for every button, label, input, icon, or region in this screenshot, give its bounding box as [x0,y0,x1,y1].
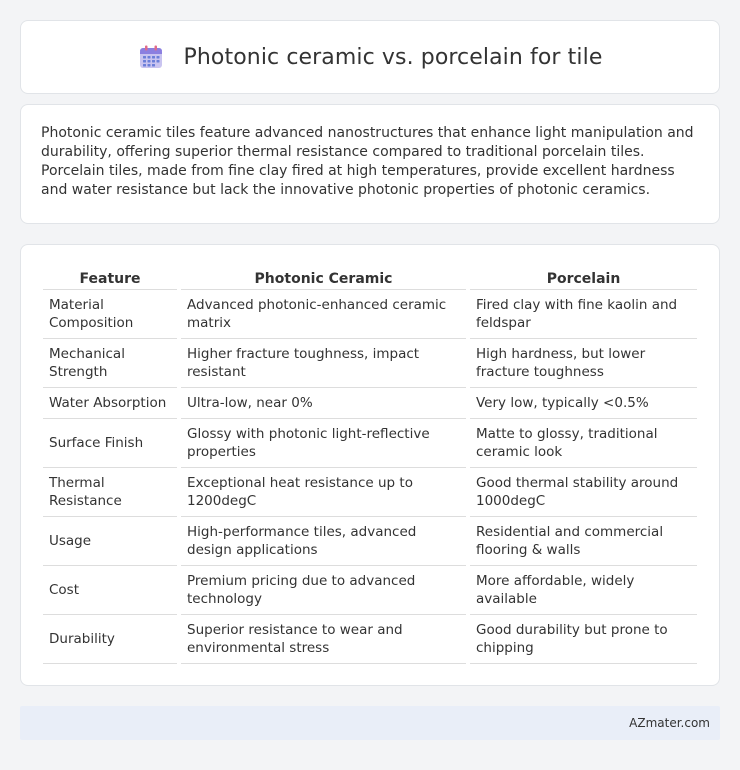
feature-cell: Material Composition [43,290,177,339]
comparison-table [39,267,701,664]
footer [20,706,720,740]
photonic-cell: Exceptional heat resistance up to 1200degC [181,468,466,517]
porcelain-cell: High hardness, but lower fracture toughness [470,339,697,388]
feature-cell: Thermal Resistance [43,468,177,517]
table-row [43,517,697,566]
table-row [43,468,697,517]
photonic-cell: High-performance tiles, advanced design applications [181,517,466,566]
column-header: Photonic Ceramic [181,267,466,290]
photonic-cell: Higher fracture toughness, impact resistant [181,339,466,388]
table-header-row [43,267,697,290]
photonic-cell: Advanced photonic-enhanced ceramic matrix [181,290,466,339]
calendar-icon [138,44,164,70]
feature-cell: Usage [43,517,177,566]
intro-card [20,104,720,224]
porcelain-cell: Very low, typically <0.5% [470,388,697,419]
porcelain-cell: Residential and commercial flooring & walls [470,517,697,566]
photonic-cell: Superior resistance to wear and environmental stress [181,615,466,664]
footer-brand[interactable]: AZmater.com [629,716,710,730]
table-row [43,566,697,615]
feature-cell: Water Absorption [43,388,177,419]
feature-cell: Surface Finish [43,419,177,468]
table-row [43,419,697,468]
photonic-cell: Ultra-low, near 0% [181,388,466,419]
column-header: Porcelain [470,267,697,290]
comparison-card [20,244,720,686]
porcelain-cell: Good durability but prone to chipping [470,615,697,664]
intro-paragraph: Photonic ceramic tiles feature advanced nanostructures that enhance light manipulation and durability, offering superior thermal resistance compared to traditional porcelain tiles. Porcelain tiles, made from fine clay fired at high temperatures, provide excellent hardness and water resistance but lack the innovative photonic properties of photonic ceramics. [41,125,694,198]
table-row [43,339,697,388]
porcelain-cell: Fired clay with fine kaolin and feldspar [470,290,697,339]
page-title: Photonic ceramic vs. porcelain for tile [183,44,603,70]
photonic-cell: Premium pricing due to advanced technology [181,566,466,615]
porcelain-cell: Matte to glossy, traditional ceramic look [470,419,697,468]
photonic-cell: Glossy with photonic light-reflective properties [181,419,466,468]
porcelain-cell: More affordable, widely available [470,566,697,615]
feature-cell: Durability [43,615,177,664]
table-row [43,290,697,339]
table-row [43,615,697,664]
feature-cell: Cost [43,566,177,615]
feature-cell: Mechanical Strength [43,339,177,388]
column-header: Feature [43,267,177,290]
porcelain-cell: Good thermal stability around 1000degC [470,468,697,517]
table-row [43,388,697,419]
title-card [20,20,720,94]
